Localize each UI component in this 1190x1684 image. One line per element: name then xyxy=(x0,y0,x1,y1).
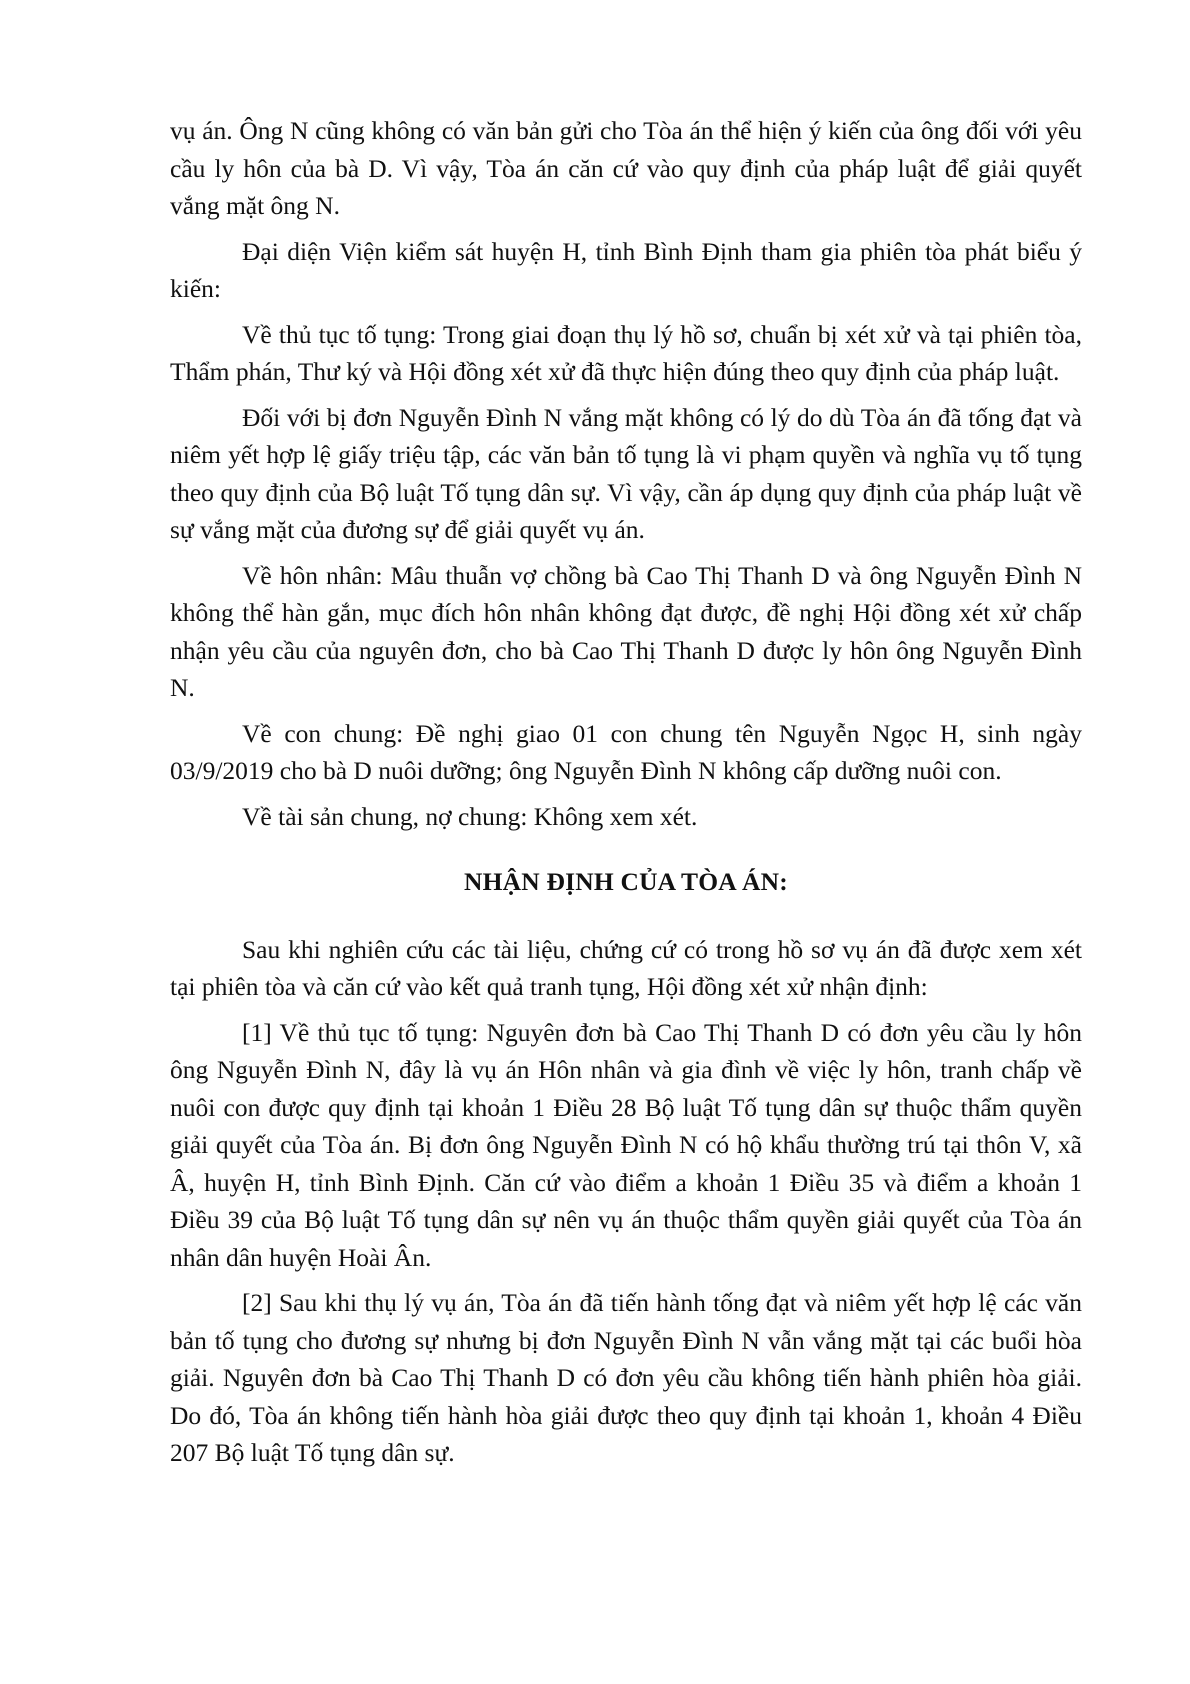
section-heading: NHẬN ĐỊNH CỦA TÒA ÁN: xyxy=(464,867,788,896)
document-page xyxy=(170,112,1082,1480)
paragraph-property: Về tài sản chung, nợ chung: Không xem xét. xyxy=(242,801,698,831)
paragraph-procuracy-opinion: Đại diện Viện kiểm sát huyện H, tỉnh Bình Định tham gia phiên tòa phát biểu ý kiến: xyxy=(170,236,1082,303)
paragraph-children: Về con chung: Đề nghị giao 01 con chung tên Nguyễn Ngọc H, sinh ngày 03/9/2019 cho bà D nuôi dưỡng; ông Nguyễn Đình N không cấp dưỡng nuôi con. xyxy=(170,718,1082,785)
paragraph-marriage: Về hôn nhân: Mâu thuẫn vợ chồng bà Cao Thị Thanh D và ông Nguyễn Đình N không thể hàn gắn, mục đích hôn nhân không đạt được, đề nghị Hội đồng xét xử chấp nhận yêu cầu của nguyên đơn, cho bà Cao Thị Thanh D được ly hôn ông Nguyễn Đình N. xyxy=(170,560,1082,702)
paragraph-finding-2: [2] Sau khi thụ lý vụ án, Tòa án đã tiến hành tống đạt và niêm yết hợp lệ các văn bản tố tụng cho đương sự nhưng bị đơn Nguyễn Đình N vẫn vắng mặt tại các buổi hòa giải. Nguyên đơn bà Cao Thị Thanh D có đơn yêu cầu không tiến hành phiên hòa giải. Do đó, Tòa án không tiến hành hòa giải được theo quy định tại khoản 1, khoản 4 Điều 207 Bộ luật Tố tụng dân sự. xyxy=(170,1288,1082,1467)
paragraph-defendant-absence: Đối với bị đơn Nguyễn Đình N vắng mặt không có lý do dù Tòa án đã tống đạt và niêm yết hợp lệ giấy triệu tập, các văn bản tố tụng là vi phạm quyền và nghĩa vụ tố tụng theo quy định của Bộ luật Tố tụng dân sự. Vì vậy, cần áp dụng quy định của pháp luật về sự vắng mặt của đương sự để giải quyết vụ án. xyxy=(170,402,1082,544)
paragraph-finding-1: [1] Về thủ tục tố tụng: Nguyên đơn bà Cao Thị Thanh D có đơn yêu cầu ly hôn ông Nguyễn Đình N, đây là vụ án Hôn nhân và gia đình về việc ly hôn, tranh chấp về nuôi con được quy định tại khoản 1 Điều 28 Bộ luật Tố tụng dân sự thuộc thẩm quyền giải quyết của Tòa án. Bị đơn ông Nguyễn Đình N có hộ khẩu thường trú tại thôn V, xã Â, huyện H, tỉnh Bình Định. Căn cứ vào điểm a khoản 1 Điều 35 và điểm a khoản 1 Điều 39 của Bộ luật Tố tụng dân sự nên vụ án thuộc thẩm quyền giải quyết của Tòa án nhân dân huyện Hoài Ân. xyxy=(170,1017,1082,1272)
paragraph-procedure: Về thủ tục tố tụng: Trong giai đoạn thụ lý hồ sơ, chuẩn bị xét xử và tại phiên tòa, Thẩm phán, Thư ký và Hội đồng xét xử đã thực hiện đúng theo quy định của pháp luật. xyxy=(170,319,1082,386)
paragraph-court-review: Sau khi nghiên cứu các tài liệu, chứng cứ có trong hồ sơ vụ án đã được xem xét tại phiên tòa và căn cứ vào kết quả tranh tụng, Hội đồng xét xử nhận định: xyxy=(170,934,1082,1001)
paragraph-continuation: vụ án. Ông N cũng không có văn bản gửi cho Tòa án thể hiện ý kiến của ông đối với yêu cầu ly hôn của bà D. Vì vậy, Tòa án căn cứ vào quy định của pháp luật để giải quyết vắng mặt ông N. xyxy=(170,116,1082,220)
